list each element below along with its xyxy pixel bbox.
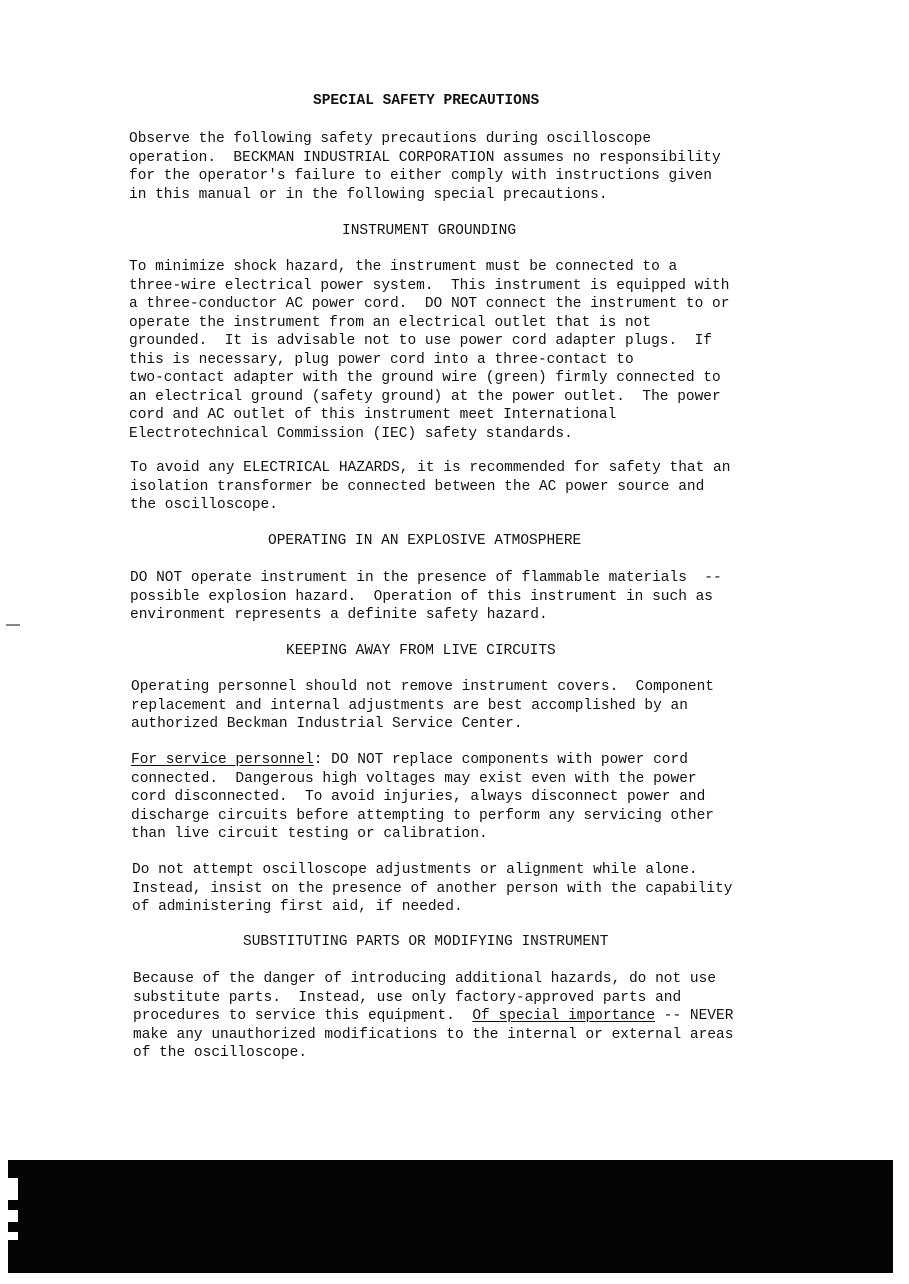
service-line: connected. Dangerous high voltages may exist even with the power bbox=[131, 770, 697, 787]
grounding-line: this is necessary, plug power cord into a three-contact to bbox=[129, 351, 634, 368]
intro-paragraph bbox=[129, 130, 721, 204]
intro-line: operation. BECKMAN INDUSTRIAL CORPORATION assumes no responsibility bbox=[129, 149, 721, 166]
grounding-line: cord and AC outlet of this instrument meet International bbox=[129, 407, 617, 423]
personnel-line: Operating personnel should not remove instrument covers. Component bbox=[131, 679, 714, 695]
scan-edge-mark bbox=[8, 1210, 18, 1222]
service-line: discharge circuits before attempting to perform any servicing other bbox=[131, 807, 714, 824]
personnel-line: replacement and internal adjustments are best accomplished by an bbox=[131, 697, 688, 714]
section-heading-grounding: INSTRUMENT GROUNDING bbox=[342, 223, 517, 239]
explosive-paragraph bbox=[130, 569, 722, 625]
service-first-line bbox=[131, 751, 714, 770]
scan-mark bbox=[6, 624, 20, 626]
special-importance-label: Of special importance bbox=[472, 1008, 656, 1024]
substituting-line-emphasis bbox=[133, 1007, 733, 1026]
alone-line: of administering first aid, if needed. bbox=[132, 899, 463, 915]
intro-line: in this manual or in the following special precautions. bbox=[129, 186, 608, 203]
isolation-paragraph bbox=[130, 459, 730, 515]
grounding-line: three-wire electrical power system. This instrument is equipped with bbox=[129, 277, 730, 294]
explosive-line: DO NOT operate instrument in the presence of flammable materials -- bbox=[130, 570, 722, 586]
personnel-line: authorized Beckman Industrial Service Center. bbox=[131, 716, 523, 732]
substituting-line: substitute parts. Instead, use only factory-approved parts and bbox=[133, 989, 682, 1006]
service-paragraph bbox=[131, 751, 714, 844]
service-first-line-rest: : DO NOT replace components with power cord bbox=[313, 752, 688, 768]
intro-line: for the operator's failure to either comply with instructions given bbox=[129, 168, 712, 184]
alone-line: Do not attempt oscilloscope adjustments or alignment while alone. bbox=[132, 862, 698, 878]
isolation-line: To avoid any ELECTRICAL HAZARDS, it is recommended for safety that an bbox=[130, 460, 731, 476]
section-heading-substituting: SUBSTITUTING PARTS OR MODIFYING INSTRUMENT bbox=[243, 934, 609, 950]
substituting-paragraph bbox=[133, 970, 733, 1063]
alone-line: Instead, insist on the presence of another person with the capability bbox=[132, 880, 733, 897]
alone-paragraph bbox=[132, 861, 732, 917]
grounding-line: Electrotechnical Commission (IEC) safety standards. bbox=[129, 425, 573, 442]
grounding-line: two-contact adapter with the ground wire (green) firmly connected to bbox=[129, 370, 721, 386]
scan-edge-mark bbox=[8, 1232, 18, 1240]
service-line: cord disconnected. To avoid injuries, always disconnect power and bbox=[131, 789, 706, 805]
intro-line: Observe the following safety precautions during oscilloscope bbox=[129, 131, 652, 147]
scan-edge-mark bbox=[8, 1178, 18, 1200]
substituting-line: make any unauthorized modifications to the internal or external areas bbox=[133, 1026, 734, 1043]
grounding-line: a three-conductor AC power cord. DO NOT connect the instrument to or bbox=[129, 296, 730, 312]
grounding-paragraph bbox=[129, 258, 729, 443]
personnel-paragraph bbox=[131, 678, 714, 734]
substituting-line: of the oscilloscope. bbox=[133, 1045, 308, 1061]
grounding-line: To minimize shock hazard, the instrument must be connected to a bbox=[129, 259, 678, 275]
section-heading-live-circuits: KEEPING AWAY FROM LIVE CIRCUITS bbox=[286, 643, 556, 659]
substituting-line-start: procedures to service this equipment. bbox=[133, 1008, 473, 1024]
explosive-line: possible explosion hazard. Operation of this instrument in such as bbox=[130, 588, 713, 605]
grounding-line: an electrical ground (safety ground) at the power outlet. The power bbox=[129, 388, 721, 405]
section-heading-explosive: OPERATING IN AN EXPLOSIVE ATMOSPHERE bbox=[268, 533, 582, 549]
scan-black-border bbox=[8, 1160, 893, 1273]
page-title: SPECIAL SAFETY PRECAUTIONS bbox=[313, 93, 540, 109]
service-line: than live circuit testing or calibration. bbox=[131, 826, 488, 842]
explosive-line: environment represents a definite safety hazard. bbox=[130, 607, 548, 623]
service-personnel-label: For service personnel bbox=[131, 752, 314, 768]
grounding-line: grounded. It is advisable not to use power cord adapter plugs. If bbox=[129, 333, 712, 349]
substituting-line: Because of the danger of introducing additional hazards, do not use bbox=[133, 971, 716, 987]
substituting-line-end: -- NEVER bbox=[655, 1008, 734, 1024]
isolation-line: isolation transformer be connected between the AC power source and bbox=[130, 478, 705, 495]
isolation-line: the oscilloscope. bbox=[130, 497, 278, 513]
grounding-line: operate the instrument from an electrical outlet that is not bbox=[129, 314, 652, 331]
